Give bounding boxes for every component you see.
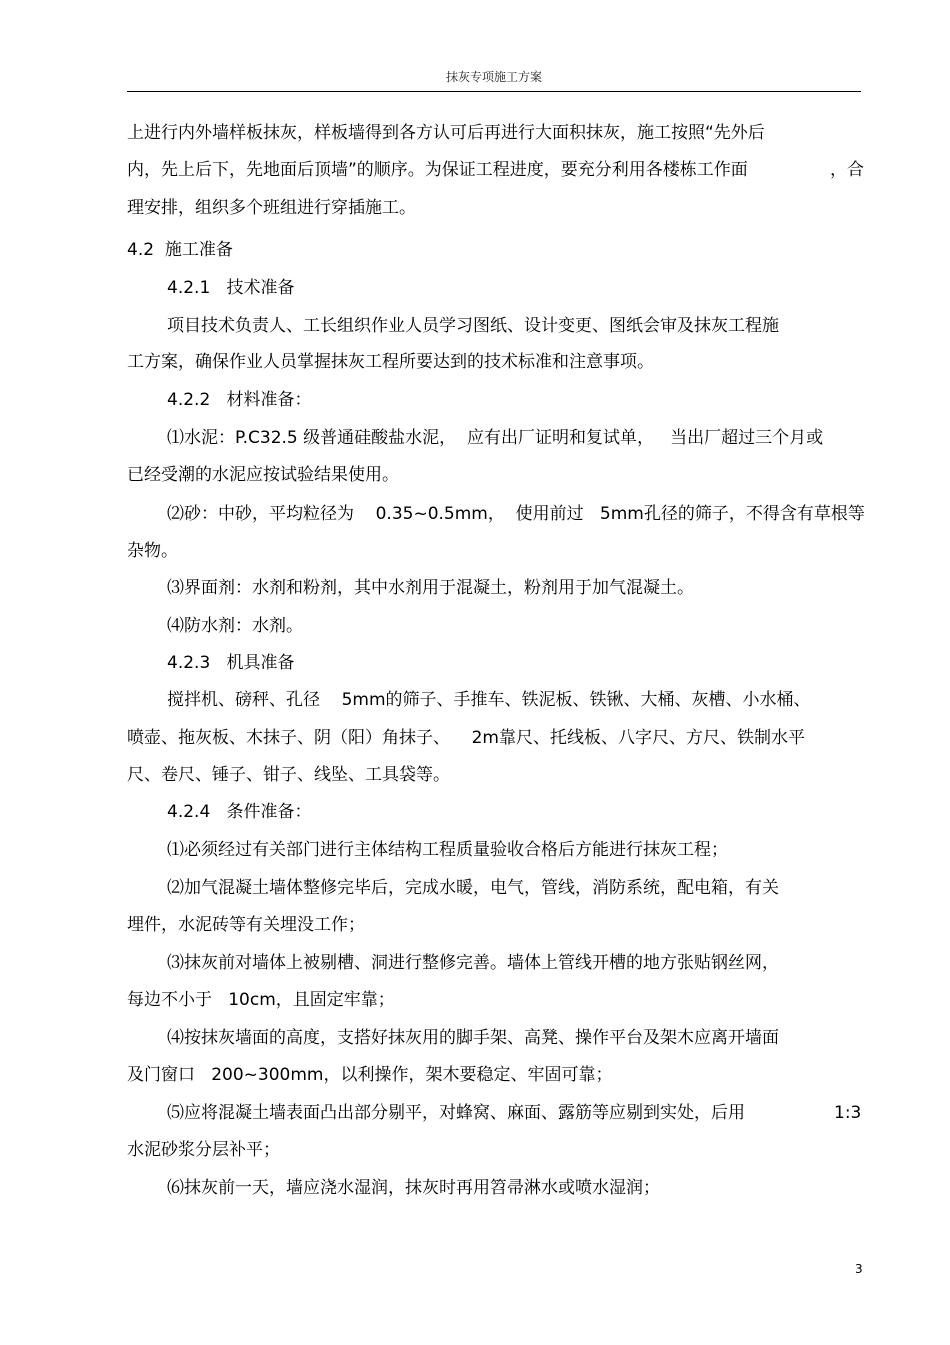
text-line: ⑷防水剂：水剂。: [167, 616, 303, 636]
text-line: ⑶界面剂：水剂和粉剂，其中水剂用于混凝土，粉剂用于加气混凝土。: [167, 578, 694, 598]
subsection-heading: 4.2.4 条件准备：: [167, 802, 312, 822]
text-line: 杂物。: [127, 541, 178, 561]
text-line: ⑷按抹灰墙面的高度，支搭好抹灰用的脚手架、高凳、操作平台及架木应离开墙面: [167, 1028, 779, 1048]
text-line: 内，先上后下，先地面后顶墙”的顺序。为保证工程进度，要充分利用各楼栋工作面: [127, 160, 748, 180]
text-line: 及门窗口 200~300mm，以利操作，架木要稳定、牢固可靠；: [127, 1065, 613, 1085]
section-heading: 4.2 施工准备: [127, 240, 233, 260]
text-line: 上进行内外墙样板抹灰，样板墙得到各方认可后再进行大面积抹灰，施工按照“先外后: [127, 123, 765, 143]
text-line: 工方案，确保作业人员掌握抹灰工程所要达到的技术标准和注意事项。: [127, 352, 654, 372]
text-line: ⑴必须经过有关部门进行主体结构工程质量验收合格后方能进行抹灰工程；: [167, 840, 728, 860]
page-number: 3: [855, 1262, 863, 1276]
text-line: ⑵加气混凝土墙体整修完毕后，完成水暖，电气，管线，消防系统，配电箱，有关: [167, 878, 779, 898]
subsection-heading: 4.2.3 机具准备: [167, 653, 295, 673]
subsection-heading: 4.2.1 技术准备: [167, 278, 295, 298]
text-line: ⑴水泥：P.C32.5 级普通硅酸盐水泥， 应有出厂证明和复试单， 当出厂超过三个月或: [167, 428, 824, 448]
text-line-tail: ，合: [830, 160, 864, 180]
text-line: 埋件，水泥砖等有关埋没工作；: [127, 915, 365, 935]
text-line-tail: 1:3: [834, 1103, 862, 1123]
text-line: ⑶抹灰前对墙体上被剔槽、洞进行整修完善。墙体上管线开槽的地方张贴钢丝网，: [167, 953, 779, 973]
text-line: ⑹抹灰前一天，墙应浇水湿润，抹灰时再用笤帚淋水或喷水湿润；: [167, 1178, 660, 1198]
header-rule: [127, 91, 861, 92]
text-line: ⑵砂：中砂，平均粒径为 0.35~0.5mm， 使用前过 5mm孔径的筛子，不得含有草根等: [167, 504, 865, 524]
text-line: 项目技术负责人、工长组织作业人员学习图纸、设计变更、图纸会审及抹灰工程施: [167, 316, 779, 336]
text-line: 已经受潮的水泥应按试验结果使用。: [127, 465, 399, 485]
text-line: ⑸应将混凝土墙表面凸出部分剔平，对蜂窝、麻面、露筋等应剔到实处，后用: [167, 1103, 745, 1123]
text-line: 尺、卷尺、锤子、钳子、线坠、工具袋等。: [127, 765, 450, 785]
subsection-heading: 4.2.2 材料准备：: [167, 390, 312, 410]
page-header-title: 抹灰专项施工方案: [445, 70, 542, 84]
text-line: 水泥砂浆分层补平；: [127, 1140, 280, 1160]
text-line: 搅拌机、磅秤、孔径 5mm的筛子、手推车、铁泥板、铁锹、大桶、灰槽、小水桶、: [167, 690, 811, 710]
text-line: 每边不小于 10cm，且固定牢靠；: [127, 990, 395, 1010]
text-line: 理安排，组织多个班组进行穿插施工。: [127, 198, 416, 218]
text-line: 喷壶、拖灰板、木抹子、阴（阳）角抹子、 2m靠尺、托线板、八字尺、方尺、铁制水平: [127, 728, 805, 748]
